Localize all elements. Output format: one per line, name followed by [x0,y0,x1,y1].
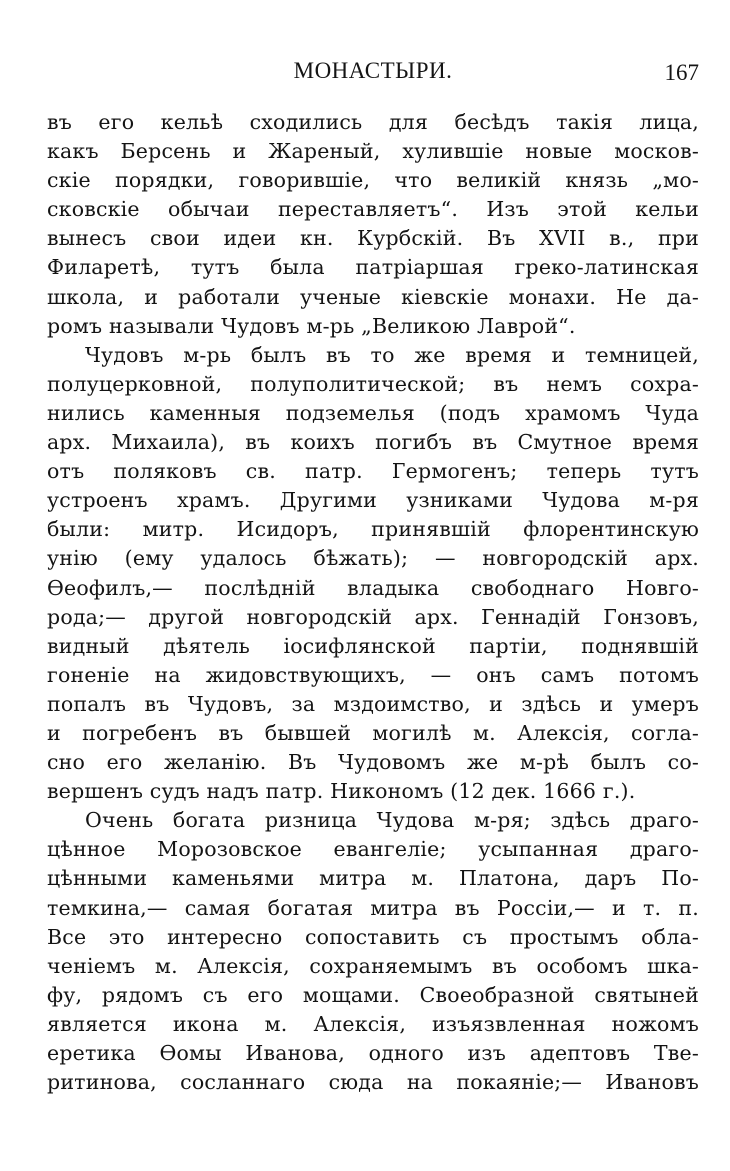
page-number: 167 [664,60,699,85]
text-line: цѣнное Морозовское евангеліе; усыпанная драго- [47,837,699,862]
text-line: ритинова, сосланнаго сюда на покаяніе;— Ивановъ [47,1070,699,1095]
text-line: вершенъ судъ надъ патр. Никономъ (12 дек. 1666 г.). [47,779,636,804]
text-line: арх. Михаила), въ коихъ погибъ въ Смутное время [47,430,699,455]
book-page [47,58,699,1097]
text-line: Очень богата ризница Чудова м-ря; здѣсь драго- [85,808,699,833]
text-line: рода;— другой новгородскій арх. Геннадій Гонзовъ, [47,604,699,629]
text-line: устроенъ храмъ. Другими узниками Чудова м-ря [47,488,699,513]
text-line: скіе порядки, говорившіе, что великій князь „мо- [47,168,699,193]
text-line: еретика Ѳомы Иванова, одного изъ адептовъ Тве- [47,1041,699,1065]
text-line: сно его желанію. Въ Чудовомъ же м-рѣ былъ со- [47,750,699,775]
text-line: фу, рядомъ съ его мощами. Своеобразной святыней [47,982,699,1007]
text-line: гоненіе на жидовствующихъ, — онъ самъ потомъ [47,662,699,687]
paragraph-2 [47,341,699,807]
text-line: является икона м. Алексія, изъязвленная ножомъ [47,1011,699,1036]
text-line: были: митр. Исидоръ, принявшій флорентинскую [47,517,699,542]
text-line: школа, и работали ученые кіевскіе монахи. Не да- [47,284,699,309]
text-line: сковскіе обычаи переставляетъ“. Изъ этой кельи [47,197,699,222]
text-line: Чудовъ м-рь былъ въ то же время и темницей, [85,342,699,367]
body-text [47,108,699,1097]
text-line: въ его кельѣ сходились для бесѣдъ такія лица, [47,110,699,134]
text-line: Все это интересно сопоставить съ простымъ обла- [47,924,699,949]
text-line: отъ поляковъ св. патр. Гермогенъ; теперь тутъ [47,459,699,484]
text-line: видный дѣятель іосифлянской партіи, поднявшій [47,633,699,658]
text-line: унію (ему удалось бѣжать); — новгородскій арх. [47,546,699,571]
text-line: Ѳеофилъ,— послѣдній владыка свободнаго Новго- [47,575,699,600]
text-line: цѣнными каменьями митра м. Платона, даръ По- [47,866,699,891]
text-line: какъ Берсень и Жареный, хулившіе новые москов- [47,139,699,164]
page-header [47,58,699,98]
text-line: нились каменныя подземелья (подъ храмомъ Чуда [47,400,699,425]
text-line: полуцерковной, полуполитической; въ немъ сохра- [47,371,699,396]
text-line: и погребенъ въ бывшей могилѣ м. Алексія, согла- [47,720,699,745]
text-line: ченіемъ м. Алексія, сохраняемымъ въ особомъ шка- [47,953,699,978]
text-line: вынесъ свои идеи кн. Курбскій. Въ XVII в., при [47,226,699,251]
paragraph-3 [47,806,699,1097]
text-line: темкина,— самая богатая митра въ Россіи,— и т. п. [47,895,699,920]
running-head: МОНАСТЫРИ. [293,58,453,83]
paragraph-1 [47,108,699,341]
text-line: ромъ называли Чудовъ м-рь „Великою Лаврой“. [47,313,576,338]
text-line: попалъ въ Чудовъ, за мздоимство, и здѣсь и умеръ [47,691,699,716]
text-line: Филаретѣ, тутъ была патріаршая греко-латинская [47,255,699,280]
